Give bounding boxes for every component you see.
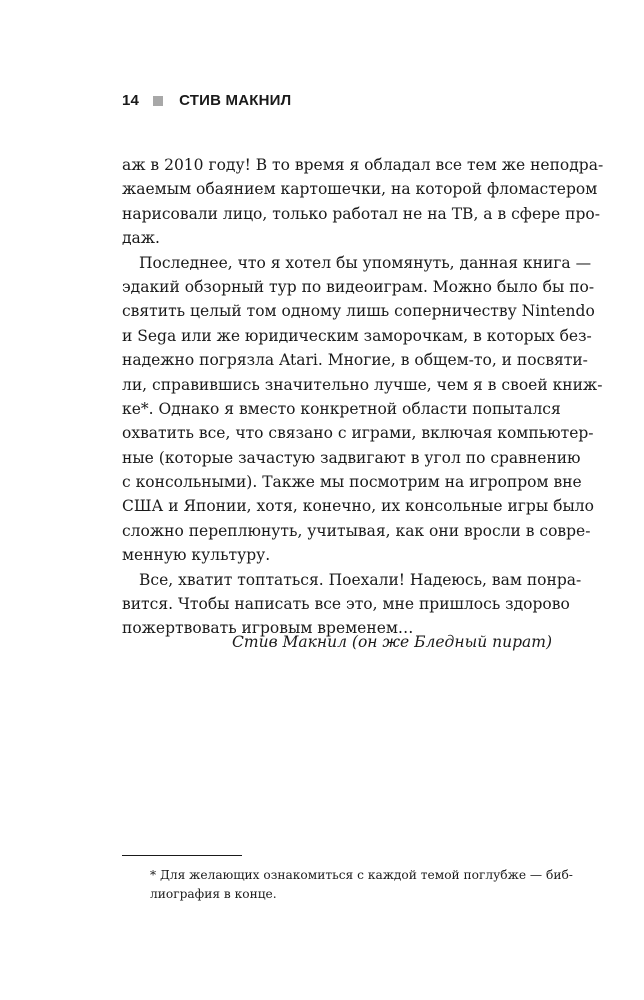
footnote (150, 866, 573, 904)
text-line: пожертвовать игровым временем… (122, 619, 414, 638)
text-line: эдакий обзорный тур по видеоиграм. Можно было бы по- (122, 277, 595, 296)
text-line: США и Японии, хотя, конечно, их консольные игры было (122, 497, 594, 516)
text-line: святить целый том одному лишь соперничеству Nintendo (122, 302, 595, 321)
text-line: ли, справившись значительно лучше, чем я в своей книж- (122, 375, 603, 394)
body-text (122, 153, 604, 641)
text-line: Последнее, что я хотел бы упомянуть, данная книга — (139, 253, 592, 272)
text-line: охватить все, что связано с играми, включая компьютер- (122, 424, 594, 443)
signature: Стив Макнил (он же Бледный пират) (232, 633, 552, 651)
page-number: 14 (122, 92, 140, 109)
text-line: менную культуру. (122, 546, 271, 565)
running-head (122, 92, 291, 109)
footnote-divider (122, 855, 242, 856)
text-line: Все, хватит топтаться. Поехали! Надеюсь, вам понра- (139, 570, 582, 589)
text-line: сложно переплюнуть, учитывая, как они вросли в совре- (122, 521, 591, 540)
text-line: жаемым обаянием картошечки, на которой фломастером (122, 180, 598, 199)
square-separator-icon (153, 96, 163, 106)
text-line: ке*. Однако я вместо конкретной области попытался (122, 399, 561, 418)
text-line: нарисовали лицо, только работал не на ТВ, а в сфере про- (122, 204, 600, 223)
text-line: даж. (122, 229, 160, 248)
footnote-line: лиография в конце. (150, 887, 277, 901)
author-name: СТИВ МАКНИЛ (179, 92, 292, 109)
text-line: надежно погрязла Atari. Многие, в общем-то, и посвяти- (122, 351, 588, 370)
footnote-line: * Для желающих ознакомиться с каждой темой поглубже — биб- (150, 868, 573, 882)
text-line: аж в 2010 году! В то время я обладал все тем же неподра- (122, 156, 604, 174)
text-line: и Sega или же юридическим заморочкам, в которых без- (122, 326, 592, 345)
text-line: вится. Чтобы написать все это, мне пришлось здорово (122, 595, 570, 614)
text-line: ные (которые зачастую задвигают в угол по сравнению (122, 448, 581, 467)
text-line: с консольными). Также мы посмотрим на игропром вне (122, 473, 582, 492)
